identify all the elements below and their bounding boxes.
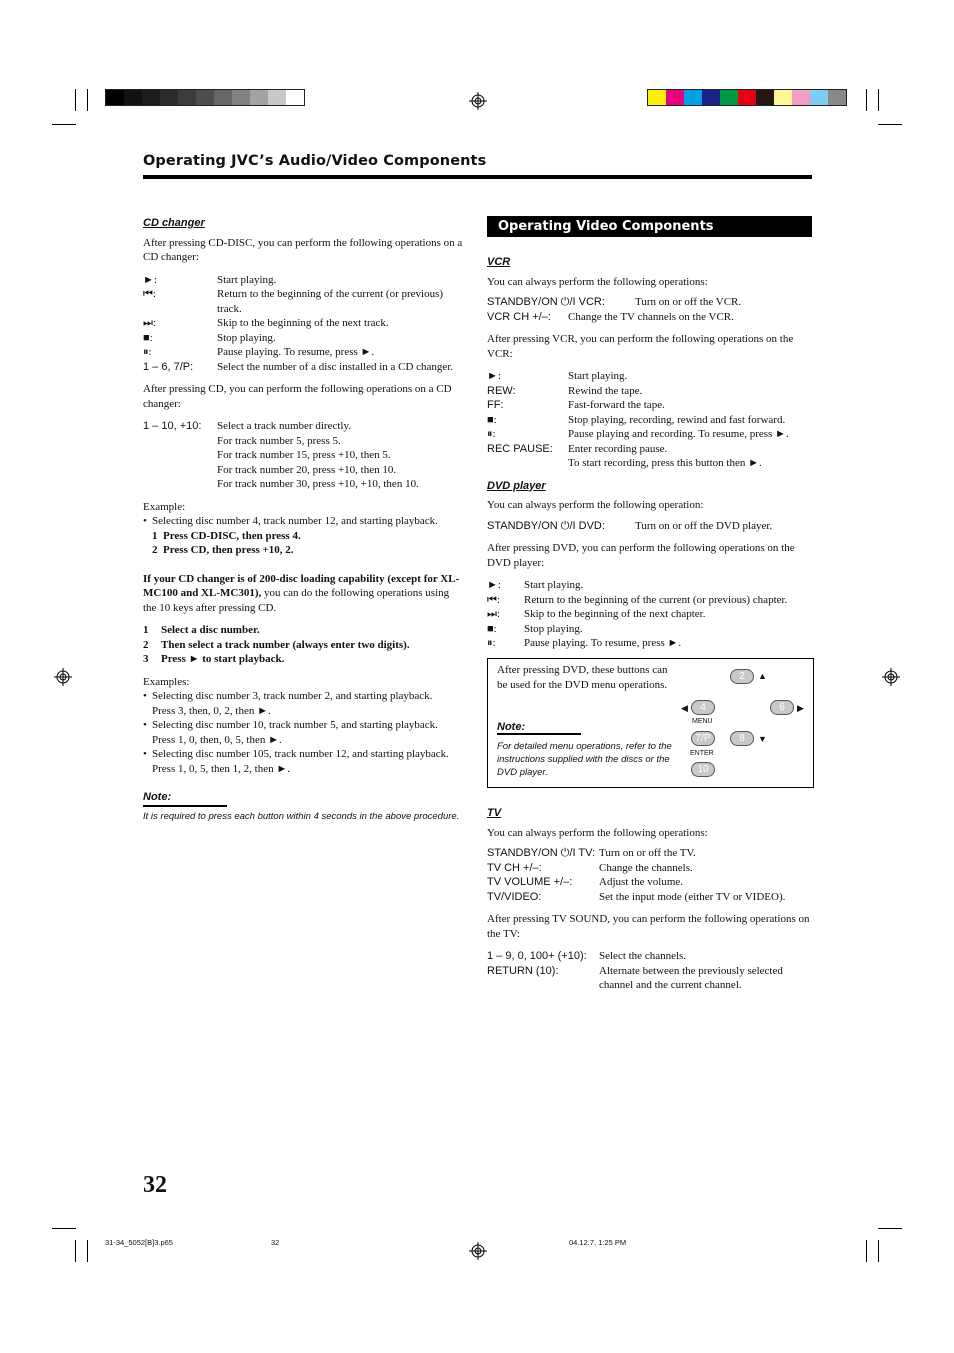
section-title-cd-changer: CD changer bbox=[143, 217, 205, 229]
note-title: Note: bbox=[143, 790, 227, 807]
list-item bbox=[143, 273, 465, 288]
list-item bbox=[143, 287, 465, 316]
page-number: 32 bbox=[143, 1172, 167, 1198]
page-title: Operating JVC’s Audio/Video Components bbox=[143, 153, 487, 169]
footer-file: 31-34_5052[B]3.p65 bbox=[105, 1238, 173, 1247]
list-item bbox=[487, 295, 812, 310]
op-key: ►: bbox=[143, 273, 157, 286]
grayscale-calibration-bar bbox=[105, 89, 305, 106]
registration-mark-icon bbox=[469, 92, 487, 110]
op-key: ■: bbox=[143, 331, 153, 344]
op-key: 1 – 10, +10: bbox=[143, 420, 202, 432]
op-desc: Start playing. bbox=[217, 273, 277, 286]
op-desc: Select the number of a disc installed in a CD changer. bbox=[217, 360, 454, 373]
c200-bold: If your CD changer is of 200-disc loading capability (except for XL-MC100 and XL-MC301), bbox=[143, 572, 460, 599]
track-line: For track number 15, press +10, then 5. bbox=[217, 449, 391, 461]
key-2-button: 2 bbox=[730, 669, 754, 684]
op-desc: Stop playing. bbox=[217, 331, 276, 344]
op-key: REC PAUSE: bbox=[487, 442, 553, 455]
op-key: TV/VIDEO: bbox=[487, 890, 542, 903]
c200-paragraph bbox=[143, 572, 465, 616]
op-key: VCR CH +/–: bbox=[487, 310, 551, 323]
cd-ops-list bbox=[143, 273, 465, 375]
step-item: 1 Press CD-DISC, then press 4. bbox=[152, 529, 301, 542]
op-desc: Pause playing. To resume, press ►. bbox=[524, 637, 682, 649]
op-desc: Set the input mode (either TV or VIDEO). bbox=[599, 890, 786, 903]
list-item bbox=[487, 384, 812, 399]
op-key: STANDBY/ON ⏻/I VCR: bbox=[487, 296, 605, 308]
list-item bbox=[487, 607, 812, 622]
key-10-button: 10 bbox=[691, 762, 715, 777]
list-item bbox=[487, 861, 812, 876]
list-item bbox=[143, 331, 465, 346]
example-text: Selecting disc number 4, track number 12, and starting playback. bbox=[152, 515, 438, 527]
op-key: TV VOLUME +/–: bbox=[487, 876, 573, 888]
op-key: ⏸: bbox=[487, 637, 496, 649]
registration-mark-icon bbox=[882, 668, 900, 686]
list-item bbox=[487, 636, 812, 651]
list-item bbox=[487, 593, 812, 608]
track-line: For track number 30, press +10, +10, then 10. bbox=[217, 478, 419, 490]
list-item bbox=[487, 890, 812, 905]
op-desc: Skip to the beginning of the next track. bbox=[217, 317, 389, 329]
op-desc: Select the channels. bbox=[599, 950, 687, 962]
step-item: 3 Press ► to start playback. bbox=[143, 653, 285, 665]
tv-section bbox=[487, 806, 812, 993]
op-desc: Stop playing, recording, rewind and fast forward. bbox=[568, 413, 786, 426]
arrow-right-icon: ▶ bbox=[797, 703, 804, 713]
list-item bbox=[487, 398, 812, 413]
op-key: ►: bbox=[487, 370, 501, 382]
list-item bbox=[487, 578, 812, 593]
footer-page: 32 bbox=[271, 1238, 280, 1247]
op-desc: Start playing. bbox=[568, 370, 628, 382]
step-item: 1 Select a disc number. bbox=[143, 624, 260, 636]
op-key: ►: bbox=[487, 579, 501, 591]
op-key: REW: bbox=[487, 384, 516, 397]
list-item: • Selecting disc number 4, track number 12, and starting playback. bbox=[143, 515, 438, 527]
section-title-tv: TV bbox=[487, 807, 502, 819]
op-key: ■: bbox=[487, 622, 497, 635]
op-desc: Fast-forward the tape. bbox=[568, 399, 665, 411]
section-title-dvd: DVD player bbox=[487, 479, 546, 492]
list-item bbox=[487, 964, 812, 993]
list-item: • Selecting disc number 3, track number 2, and starting playback. Press 3, then, 0, 2, then ►. bbox=[143, 690, 433, 717]
dvd-intro: You can always perform the following operation: bbox=[487, 499, 704, 511]
box-text: After pressing DVD, these buttons can be used for the DVD menu operations. bbox=[497, 664, 668, 691]
examples-label: Examples: bbox=[143, 675, 190, 688]
key-8-button: 8 bbox=[730, 731, 754, 746]
registration-mark-icon bbox=[469, 1242, 487, 1260]
step-item: 2 Press CD, then press +10, 2. bbox=[152, 544, 294, 556]
list-item bbox=[487, 310, 812, 325]
op-desc: Change the TV channels on the VCR. bbox=[568, 310, 734, 323]
list-item bbox=[487, 369, 812, 384]
op-key: FF: bbox=[487, 399, 504, 411]
op-desc: Change the channels. bbox=[599, 861, 693, 874]
op-desc: Rewind the tape. bbox=[568, 384, 643, 397]
list-item bbox=[143, 360, 465, 375]
op-key: 1 – 6, 7/P: bbox=[143, 360, 194, 373]
vcr-intro-2: After pressing VCR, you can perform the following operations on the VCR: bbox=[487, 333, 794, 360]
list-item bbox=[143, 316, 465, 331]
note-text: It is required to press each button within 4 seconds in the above procedure. bbox=[143, 810, 460, 822]
enter-label: ENTER bbox=[690, 750, 714, 757]
op-key: ⏮: bbox=[143, 288, 156, 300]
arrow-down-icon: ▼ bbox=[758, 734, 767, 744]
cd-intro-2: After pressing CD, you can perform the following operations on a CD changer: bbox=[143, 383, 452, 410]
track-line: For track number 5, press 5. bbox=[217, 434, 341, 447]
footer-date: 04.12.7, 1:25 PM bbox=[569, 1238, 627, 1247]
op-key: 1 – 9, 0, 100+ (+10): bbox=[487, 950, 587, 962]
key-4-button: 4 bbox=[691, 700, 715, 715]
op-key: ■: bbox=[487, 413, 497, 426]
cd-intro: After pressing CD-DISC, you can perform the following operations on a CD changer: bbox=[143, 236, 463, 263]
example-label: Example: bbox=[143, 500, 186, 513]
op-key: ⏭: bbox=[487, 608, 500, 620]
section-banner: Operating Video Components bbox=[487, 216, 812, 237]
op-key: ⏸: bbox=[143, 346, 152, 358]
op-desc: To start recording, press this button then ►. bbox=[568, 457, 762, 469]
op-desc: Turn on or off the VCR. bbox=[635, 296, 742, 308]
tv-intro-2: After pressing TV SOUND, you can perform the following operations on the TV: bbox=[487, 913, 810, 940]
right-column bbox=[487, 216, 812, 651]
op-desc bbox=[217, 419, 465, 492]
op-desc: Turn on or off the DVD player. bbox=[635, 519, 773, 532]
op-desc: Stop playing. bbox=[524, 622, 583, 635]
op-key: ⏮: bbox=[487, 593, 500, 606]
list-item bbox=[487, 949, 812, 964]
header-rule bbox=[143, 175, 812, 179]
op-desc: Pause playing and recording. To resume, press ►. bbox=[568, 428, 789, 440]
list-item bbox=[487, 519, 812, 534]
op-key: ⏭: bbox=[143, 317, 156, 329]
dvd-menu-box bbox=[487, 658, 814, 788]
op-key: ⏸: bbox=[487, 428, 496, 440]
list-item: • Selecting disc number 10, track number 5, and starting playback. Press 1, 0, then, 0, 5, then ►. bbox=[143, 719, 438, 746]
section-title-vcr: VCR bbox=[487, 256, 511, 268]
list-item bbox=[487, 413, 812, 428]
list-item bbox=[487, 622, 812, 637]
op-desc: Turn on or off the TV. bbox=[599, 847, 696, 859]
op-desc: Alternate between the previously selected channel and the current channel. bbox=[599, 964, 783, 991]
op-key bbox=[487, 456, 568, 471]
dvd-intro-2: After pressing DVD, you can perform the following operations on the DVD player: bbox=[487, 542, 795, 569]
list-item bbox=[487, 846, 812, 861]
track-line: Select a track number directly. bbox=[217, 420, 351, 432]
op-desc: Adjust the volume. bbox=[599, 876, 684, 888]
arrow-up-icon: ▲ bbox=[758, 671, 767, 681]
menu-label: MENU bbox=[692, 718, 713, 725]
key-7p-button: 7/P bbox=[691, 731, 715, 746]
step-item: 2 Then select a track number (always enter two digits). bbox=[143, 638, 410, 651]
track-select-row bbox=[143, 419, 465, 492]
list-item bbox=[487, 875, 812, 890]
op-desc: Start playing. bbox=[524, 579, 584, 591]
list-item: • Selecting disc number 105, track number 12, and starting playback. Press 1, 0, 5, then 1, 2, then ►. bbox=[143, 748, 449, 775]
op-desc: Return to the beginning of the current (or previous) chapter. bbox=[524, 593, 788, 606]
list-item bbox=[487, 456, 812, 471]
op-desc: Return to the beginning of the current (or previous) track. bbox=[217, 288, 444, 315]
note-title: Note: bbox=[497, 721, 581, 735]
op-desc: Pause playing. To resume, press ►. bbox=[217, 346, 375, 358]
op-key: STANDBY/ON ⏻/I TV: bbox=[487, 847, 596, 859]
arrow-left-icon: ◀ bbox=[681, 703, 688, 713]
left-column bbox=[143, 216, 465, 823]
tv-intro: You can always perform the following operations: bbox=[487, 826, 708, 839]
list-item bbox=[487, 427, 812, 442]
op-key: STANDBY/ON ⏻/I DVD: bbox=[487, 519, 605, 532]
color-calibration-bar bbox=[647, 89, 847, 106]
registration-mark-icon bbox=[54, 668, 72, 686]
key-6-button: 6 bbox=[770, 700, 794, 715]
op-desc: Skip to the beginning of the next chapter. bbox=[524, 608, 706, 620]
track-line: For track number 20, press +10, then 10. bbox=[217, 463, 397, 476]
note-text: For detailed menu operations, refer to the instructions supplied with the discs or the DVD player. bbox=[497, 741, 672, 778]
list-item bbox=[143, 345, 465, 360]
c200-rest: you can do the following operations using the 10 keys after pressing CD. bbox=[143, 587, 450, 614]
op-desc: Enter recording pause. bbox=[568, 442, 668, 455]
vcr-intro: You can always perform the following operations: bbox=[487, 275, 708, 288]
op-key: TV CH +/–: bbox=[487, 861, 542, 874]
op-key: RETURN (10): bbox=[487, 964, 559, 977]
list-item bbox=[487, 442, 812, 457]
